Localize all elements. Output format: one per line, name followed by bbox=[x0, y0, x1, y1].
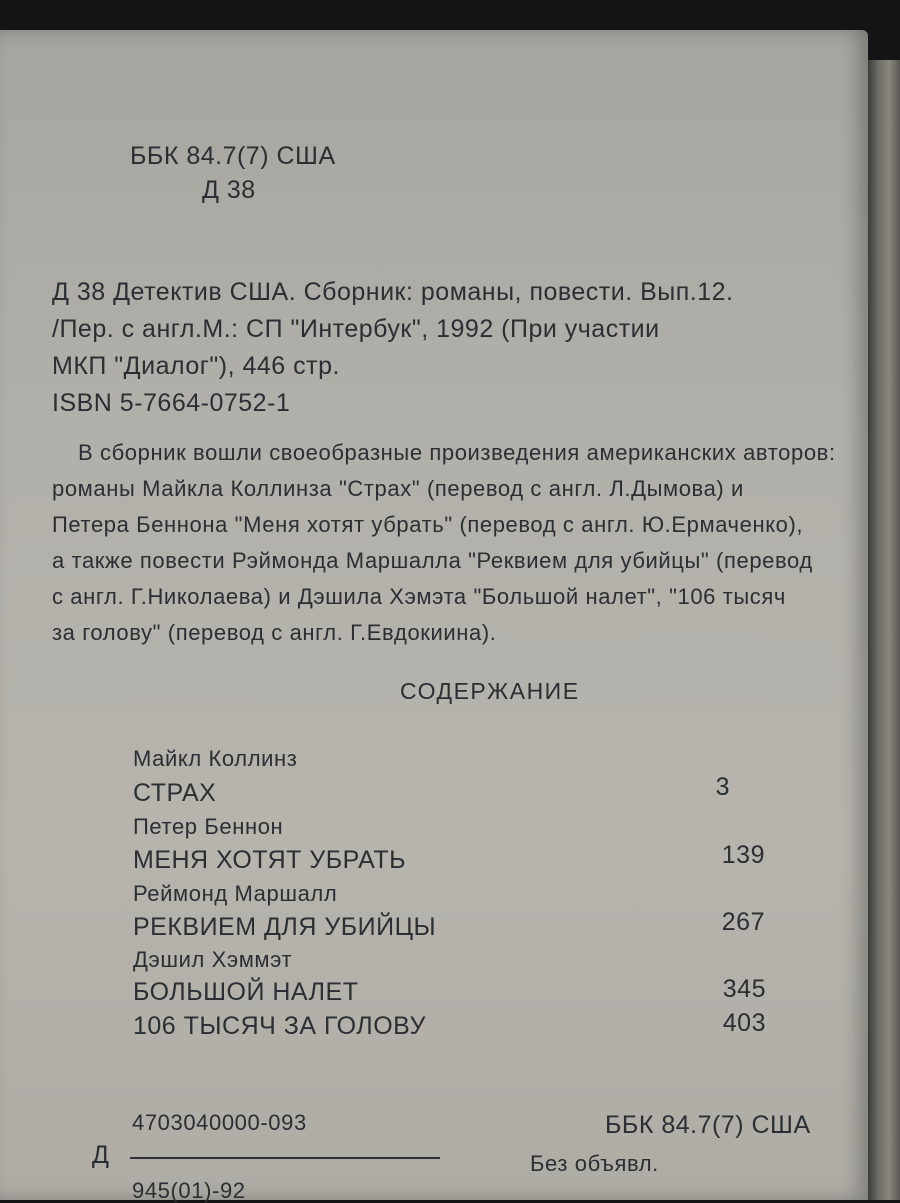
toc-title: РЕКВИЕМ ДЛЯ УБИЙЦЫ bbox=[133, 913, 437, 941]
footer-note: Без объявл. bbox=[530, 1151, 659, 1176]
toc-author: Реймонд Маршалл bbox=[133, 881, 338, 906]
book-edge bbox=[864, 60, 900, 1200]
annotation-line-4: а также повести Рэймонда Маршалла "Реквием для убийцы" (перевод bbox=[52, 548, 813, 573]
footer-index-letter: Д bbox=[92, 1141, 110, 1169]
bib-line-1: Д 38 Детектив США. Сборник: романы, повести. Вып.12. bbox=[52, 278, 734, 306]
toc-title: БОЛЬШОЙ НАЛЕТ bbox=[133, 978, 359, 1006]
annotation-line-1: В сборник вошли своеобразные произведения американских авторов: bbox=[78, 440, 836, 465]
toc-title: МЕНЯ ХОТЯТ УБРАТЬ bbox=[133, 846, 407, 874]
toc-title: СТРАХ bbox=[133, 779, 217, 807]
fraction-rule bbox=[130, 1157, 440, 1159]
author-mark: Д 38 bbox=[202, 176, 256, 204]
footer-numerator: 4703040000-093 bbox=[132, 1110, 307, 1135]
book-page bbox=[0, 30, 868, 1203]
annotation-line-3: Петера Беннона "Меня хотят убрать" (перевод с англ. Ю.Ермаченко), bbox=[52, 512, 804, 537]
footer-bbk-code: ББК 84.7(7) США bbox=[605, 1111, 811, 1139]
annotation-line-5: с англ. Г.Николаева) и Дэшила Хэмэта "Большой налет", "106 тысяч bbox=[52, 584, 786, 609]
toc-author: Петер Беннон bbox=[133, 814, 284, 839]
toc-page-number: 3 bbox=[715, 773, 730, 801]
toc-author: Дэшил Хэммэт bbox=[133, 947, 293, 972]
annotation-line-2: романы Майкла Коллинза "Страх" (перевод с англ. Л.Дымова) и bbox=[52, 476, 744, 501]
toc-title: 106 ТЫСЯЧ ЗА ГОЛОВУ bbox=[133, 1012, 426, 1040]
bbk-code-header: ББК 84.7(7) США bbox=[130, 142, 336, 170]
toc-author: Майкл Коллинз bbox=[133, 746, 298, 771]
isbn-line: ISBN 5-7664-0752-1 bbox=[52, 389, 291, 417]
toc-page-number: 267 bbox=[721, 908, 765, 936]
toc-page-number: 139 bbox=[721, 841, 765, 869]
bib-line-2: /Пер. с англ.М.: СП "Интербук", 1992 (При участии bbox=[52, 315, 660, 343]
toc-page-number: 403 bbox=[722, 1009, 766, 1037]
annotation-line-6: за голову" (перевод с англ. Г.Евдокиина). bbox=[52, 620, 497, 645]
toc-page-number: 345 bbox=[722, 975, 766, 1003]
bib-line-3: МКП "Диалог"), 446 стр. bbox=[52, 352, 340, 380]
contents-heading: СОДЕРЖАНИЕ bbox=[400, 678, 580, 704]
footer-denominator: 945(01)-92 bbox=[132, 1178, 246, 1203]
